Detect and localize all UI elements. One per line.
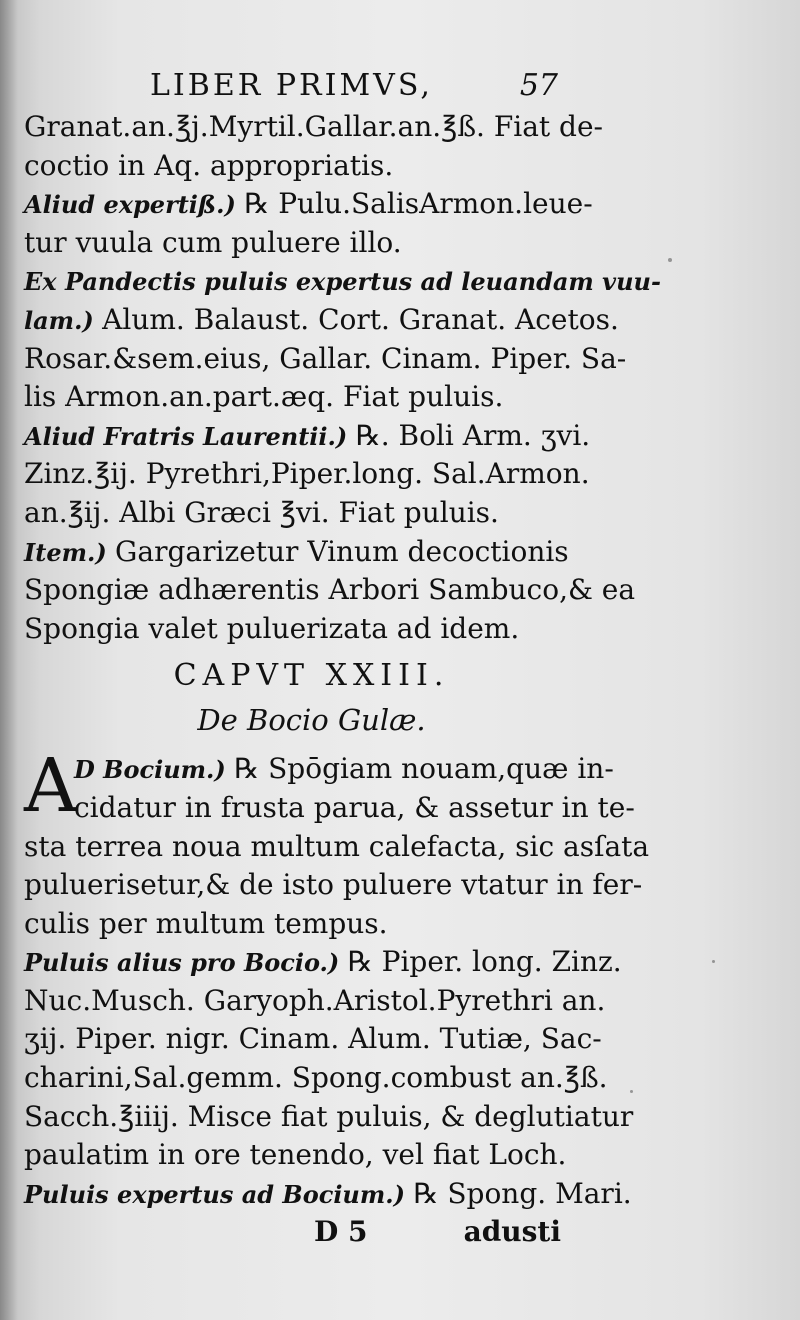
chapter-heading: CAPVT XXIII. [173, 658, 450, 694]
line-text: Gargarizetur Vinum decoctionis [115, 534, 569, 568]
text-line [24, 789, 635, 828]
text-line [24, 494, 569, 533]
text-line [24, 224, 569, 263]
text-line [24, 828, 650, 867]
line-text: lis Armon.an.part.æq. Fiat puluis. [24, 380, 504, 414]
italic-rubric: Ex Pandectis puluis expertus ad leuandam vuu- [24, 267, 661, 297]
text-line [24, 1098, 634, 1137]
text-line [24, 340, 627, 379]
running-title: LIBER PRIMVS, [150, 68, 433, 103]
paper-speck [668, 258, 672, 262]
line-text: paulatim in ore tenendo, vel fiat Loch. [24, 1138, 567, 1172]
running-head [150, 68, 570, 108]
text-line [24, 1020, 602, 1059]
text-line [24, 262, 661, 301]
line-text: coctio in Aq. appropriatis. [24, 148, 394, 182]
text-block [24, 108, 661, 1252]
text-line [24, 378, 569, 417]
text-line [24, 905, 569, 944]
line-text: Alum. Balaust. Cort. Granat. Acetos. [102, 302, 619, 336]
line-text: charini,Sal.gemm. Spong.combust an.℥ß. [24, 1061, 608, 1095]
paper-speck [712, 960, 715, 963]
line-text: ℞ Pulu.SalisArmon.leue- [244, 187, 593, 221]
italic-rubric: Puluis expertus ad Bocium.) [24, 1179, 414, 1209]
text-line [24, 455, 590, 494]
chapter-opening [24, 743, 635, 830]
text-line [24, 1059, 608, 1098]
line-text: ℞ Piper. long. Zinz. [347, 945, 622, 979]
line-text: Spongia valet puluerizata ad idem. [24, 611, 520, 645]
line-text: cidatur in frusta parua, & assetur in te- [74, 790, 635, 824]
line-text: Nuc.Musch. Garyoph.Aristol.Pyrethri an. [24, 983, 606, 1017]
text-line [24, 301, 619, 340]
catchword: adusti [463, 1215, 561, 1249]
line-text: ʒij. Piper. nigr. Cinam. Alum. Tutiæ, Sac- [24, 1022, 602, 1056]
italic-rubric: Aliud Fratris Laurentii.) [24, 421, 356, 451]
gutter-shadow [0, 0, 18, 1320]
line-text: Sacch.℥iiij. Misce fiat puluis, & deglutiatur [24, 1099, 634, 1133]
italic-rubric: Puluis alius pro Bocio.) [24, 948, 348, 978]
line-text: Spongiæ adhærentis Arbori Sambuco,& ea [24, 573, 636, 607]
italic-rubric: D Bocium.) [74, 755, 235, 785]
line-text: sta terrea noua multum calefacta, sic asſata [24, 829, 650, 863]
text-line [24, 108, 604, 147]
line-text: ℞ Spōgiam nouam,quæ in- [234, 752, 614, 786]
text-line [24, 533, 569, 572]
text-line [24, 417, 591, 456]
chapter-subtitle: De Bocio Gulæ. [197, 703, 426, 738]
line-text: puluerisetur,& de isto puluere vtatur in fer- [24, 868, 643, 902]
line-text: Granat.an.℥j.Myrtil.Gallar.an.℥ß. Fiat de- [24, 110, 604, 143]
line-text: Rosar.&sem.eius, Gallar. Cinam. Piper. Sa- [24, 341, 627, 375]
line-text: an.℥ij. Albi Græci ℥vi. Fiat puluis. [24, 495, 499, 529]
signature-line [24, 1213, 569, 1252]
lines-after-chapter [24, 828, 650, 1214]
line-text: ℞ Spong. Mari. [413, 1176, 632, 1210]
line-text: Zinz.℥ij. Pyrethri,Piper.long. Sal.Armon. [24, 457, 590, 491]
text-line [24, 750, 614, 789]
line-text: culis per multum tempus. [24, 906, 388, 940]
text-line [24, 147, 569, 186]
lines-before-chapter [24, 108, 661, 648]
italic-rubric: lam.) [24, 305, 103, 335]
text-line [24, 943, 622, 982]
line-text: ℞. Boli Arm. ʒvi. [355, 418, 591, 452]
signature-mark: D 5 [314, 1215, 368, 1249]
paper-speck [630, 1090, 633, 1093]
page-number: 57 [519, 68, 558, 103]
drop-cap: A [24, 743, 78, 830]
text-line [24, 866, 643, 905]
text-line [24, 571, 636, 610]
line-text: tur vuula cum puluere illo. [24, 225, 402, 259]
text-line [24, 1175, 632, 1214]
italic-rubric: Aliud expertiß.) [24, 190, 245, 220]
text-line [24, 610, 569, 649]
italic-rubric: Item.) [24, 537, 116, 567]
text-line [24, 185, 593, 224]
text-line [24, 1136, 569, 1175]
text-line [24, 982, 606, 1021]
